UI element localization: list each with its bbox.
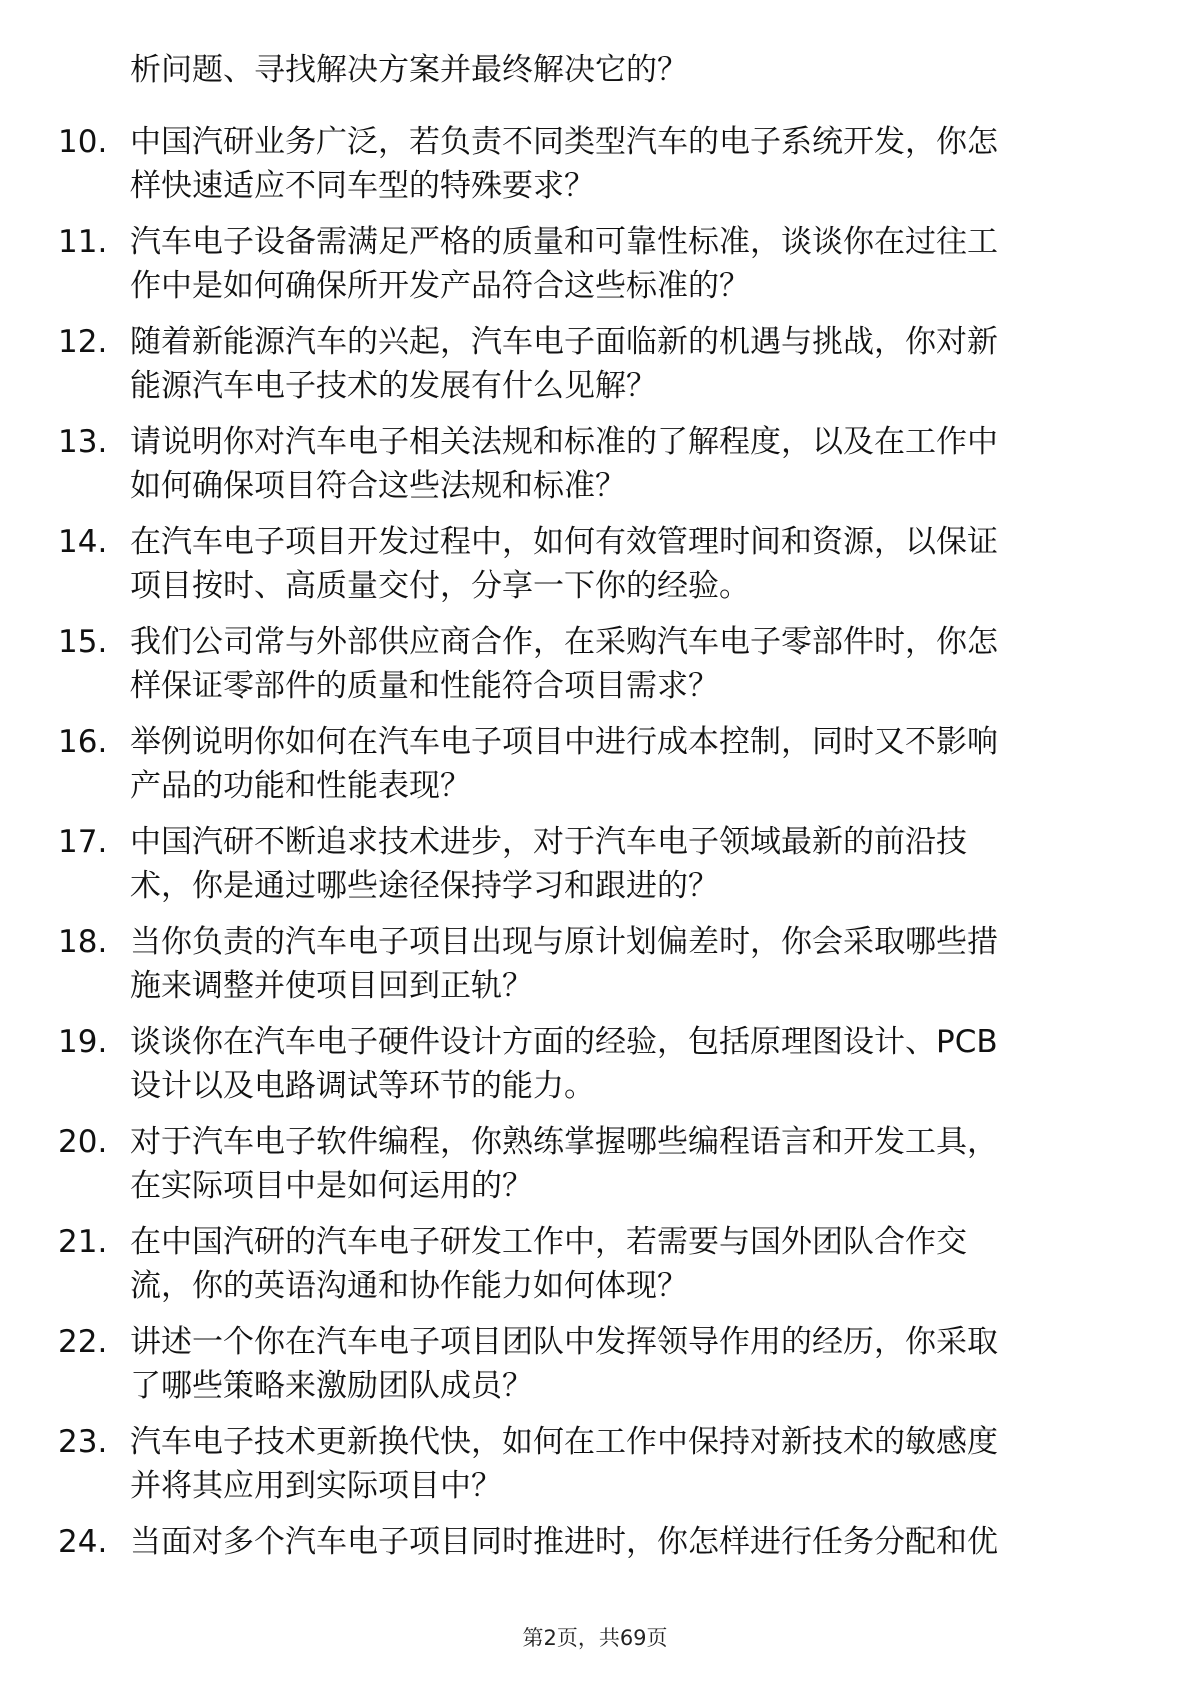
question-text-line: 项目按时、高质量交付，分享一下你的经验。 [130, 568, 750, 604]
page-indicator: 第2页，共69页 [522, 1626, 668, 1650]
question-item [58, 620, 1138, 708]
question-text-line: 术，你是通过哪些途径保持学习和跟进的？ [130, 868, 719, 904]
question-text-line: 样快速适应不同车型的特殊要求？ [130, 168, 595, 204]
question-text-line: 讲述一个你在汽车电子项目团队中发挥领导作用的经历，你采取 [130, 1324, 998, 1360]
question-text-line: 当你负责的汽车电子项目出现与原计划偏差时，你会采取哪些措 [130, 924, 998, 960]
question-number: 16. [58, 724, 108, 760]
question-number: 10. [58, 124, 108, 160]
question-number: 18. [58, 924, 108, 960]
question-text-line: 施来调整并使项目回到正轨？ [130, 968, 533, 1004]
question-number: 12. [58, 324, 108, 360]
question-text-line: 我们公司常与外部供应商合作，在采购汽车电子零部件时，你怎 [130, 624, 998, 660]
question-text-line: 中国汽研业务广泛，若负责不同类型汽车的电子系统开发，你怎 [130, 124, 998, 160]
question-text-line: 并将其应用到实际项目中？ [130, 1468, 502, 1504]
question-item [58, 1520, 1138, 1564]
question-text-line: 汽车电子技术更新换代快，如何在工作中保持对新技术的敏感度 [130, 1424, 998, 1460]
question-text-line: 样保证零部件的质量和性能符合项目需求？ [130, 668, 719, 704]
question-item [58, 220, 1138, 308]
continuation-line: 析问题、寻找解决方案并最终解决它的？ [130, 52, 688, 88]
question-text-line: 在汽车电子项目开发过程中，如何有效管理时间和资源，以保证 [130, 524, 998, 560]
question-number: 21. [58, 1224, 108, 1260]
question-text-line: 能源汽车电子技术的发展有什么见解？ [130, 368, 657, 404]
question-number: 22. [58, 1324, 108, 1360]
question-text-line: 中国汽研不断追求技术进步，对于汽车电子领域最新的前沿技 [130, 824, 967, 860]
question-number: 15. [58, 624, 108, 660]
question-text-line: 流，你的英语沟通和协作能力如何体现？ [130, 1268, 688, 1304]
question-text-line: 产品的功能和性能表现？ [130, 768, 471, 804]
question-item [58, 1020, 1138, 1108]
question-number: 24. [58, 1524, 108, 1560]
question-item [58, 1220, 1138, 1308]
question-text-line: 当面对多个汽车电子项目同时推进时，你怎样进行任务分配和优 [130, 1524, 998, 1560]
question-text-line: 汽车电子设备需满足严格的质量和可靠性标准，谈谈你在过往工 [130, 224, 998, 260]
question-item [58, 1320, 1138, 1408]
question-text-line: 设计以及电路调试等环节的能力。 [130, 1068, 595, 1104]
question-text-line: 对于汽车电子软件编程，你熟练掌握哪些编程语言和开发工具， [130, 1124, 998, 1160]
question-number: 13. [58, 424, 108, 460]
question-list [58, 48, 1138, 1576]
question-text-line: 谈谈你在汽车电子硬件设计方面的经验，包括原理图设计、PCB [130, 1024, 998, 1060]
question-item [58, 720, 1138, 808]
question-number: 17. [58, 824, 108, 860]
question-number: 23. [58, 1424, 108, 1460]
question-text-line: 了哪些策略来激励团队成员？ [130, 1368, 533, 1404]
question-number: 20. [58, 1124, 108, 1160]
question-number: 19. [58, 1024, 108, 1060]
question-item [58, 320, 1138, 408]
question-item [58, 1120, 1138, 1208]
question-text-line: 作中是如何确保所开发产品符合这些标准的？ [130, 268, 750, 304]
question-item [58, 520, 1138, 608]
question-number: 11. [58, 224, 108, 260]
question-text-line: 在中国汽研的汽车电子研发工作中，若需要与国外团队合作交 [130, 1224, 967, 1260]
question-items [58, 120, 1138, 1564]
question-text-line: 如何确保项目符合这些法规和标准？ [130, 468, 626, 504]
question-item [58, 420, 1138, 508]
question-text-line: 在实际项目中是如何运用的？ [130, 1168, 533, 1204]
question-item [58, 1420, 1138, 1508]
question-text-line: 举例说明你如何在汽车电子项目中进行成本控制，同时又不影响 [130, 724, 998, 760]
question-item [58, 820, 1138, 908]
question-text-line: 随着新能源汽车的兴起，汽车电子面临新的机遇与挑战，你对新 [130, 324, 998, 360]
question-item [58, 920, 1138, 1008]
question-item [58, 120, 1138, 208]
question-number: 14. [58, 524, 108, 560]
question-text-line: 请说明你对汽车电子相关法规和标准的了解程度，以及在工作中 [130, 424, 998, 460]
